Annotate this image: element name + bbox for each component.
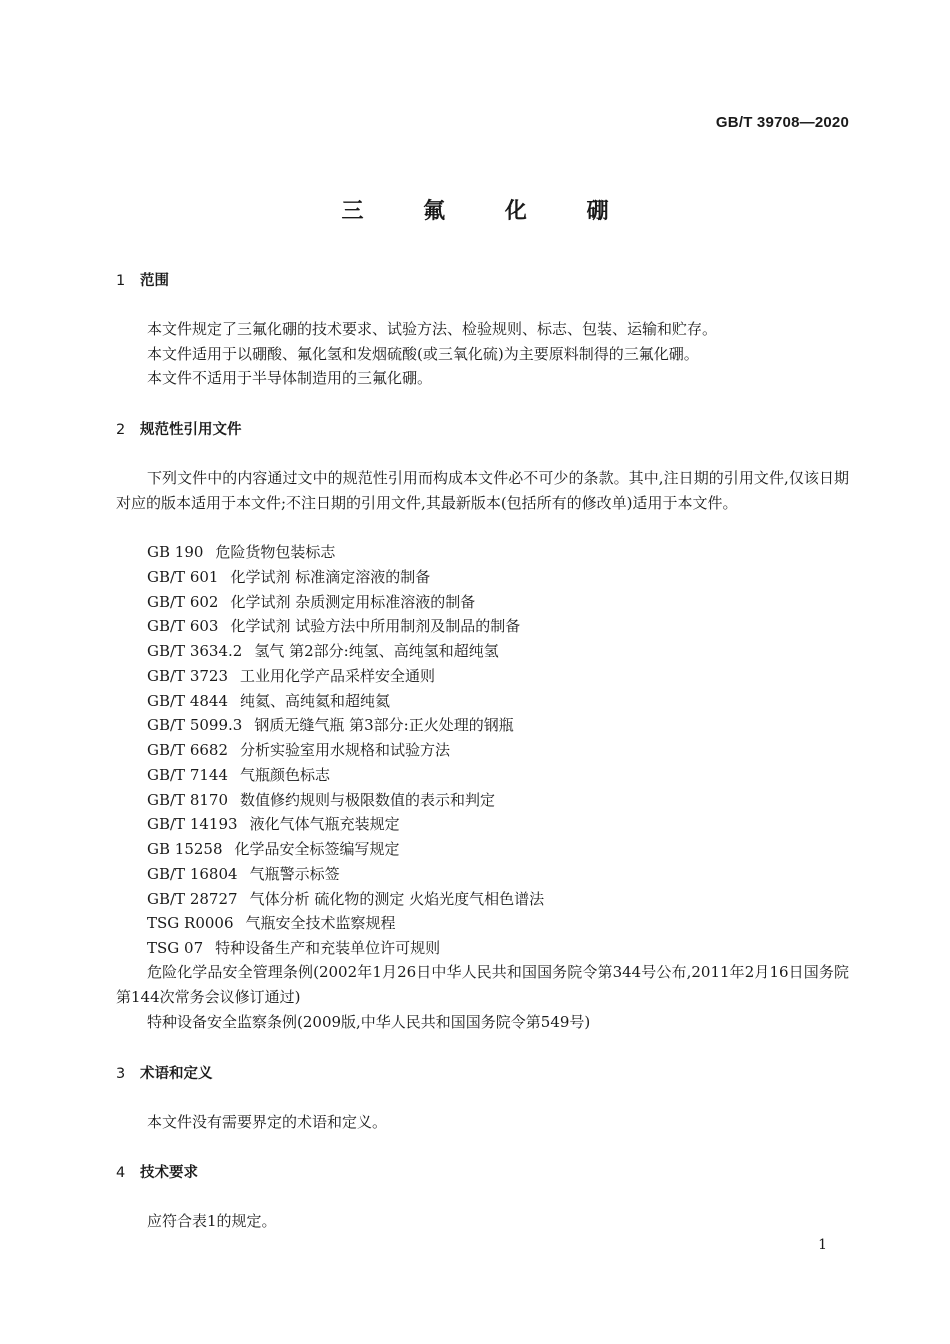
reference-code: GB/T 14193 bbox=[147, 815, 238, 834]
reference-title: 液化气体气瓶充装规定 bbox=[249, 815, 400, 834]
reference-code: GB/T 7144 bbox=[147, 765, 229, 784]
section-title: 规范性引用文件 bbox=[140, 422, 242, 438]
section-title: 术语和定义 bbox=[140, 1066, 213, 1082]
reference-title: 危险货物包装标志 bbox=[215, 543, 336, 561]
reference-title: 化学试剂 杂质测定用标准溶液的制备 bbox=[230, 592, 476, 611]
reference-code: GB/T 3634.2 bbox=[147, 642, 243, 660]
section-4-heading bbox=[116, 1161, 198, 1182]
reference-item bbox=[147, 639, 544, 664]
standard-code: GB/T 39708—2020 bbox=[715, 114, 849, 131]
section-title: 技术要求 bbox=[140, 1165, 198, 1181]
reference-item bbox=[147, 614, 544, 639]
normative-references-list bbox=[147, 540, 544, 961]
reference-title: 气瓶颜色标志 bbox=[240, 765, 331, 784]
document-title: 三 氟 化 硼 bbox=[341, 199, 635, 224]
reference-code: GB/T 601 bbox=[147, 567, 219, 586]
reference-item bbox=[147, 565, 544, 590]
reference-title: 分析实验室用水规格和试验方法 bbox=[240, 741, 451, 759]
reference-title: 化学品安全标签编写规定 bbox=[234, 840, 400, 858]
regulation-reference: 危险化学品安全管理条例(2002年1月26日中华人民共和国国务院令第344号公布,2011年2月16日国务院第144次常务会议修订通过) bbox=[116, 963, 849, 1006]
paragraph: 本文件不适用于半导体制造用的三氟化硼。 bbox=[147, 369, 433, 387]
reference-item bbox=[147, 862, 544, 887]
reference-item bbox=[147, 664, 544, 689]
reference-title: 气瓶安全技术监察规程 bbox=[245, 914, 396, 933]
reference-title: 工业用化学产品采样安全通则 bbox=[240, 666, 436, 685]
paragraph: 本文件规定了三氟化硼的技术要求、试验方法、检验规则、标志、包装、运输和贮存。 bbox=[147, 320, 718, 338]
reference-title: 纯氦、高纯氦和超纯氦 bbox=[240, 691, 391, 710]
reference-code: GB/T 6682 bbox=[147, 741, 229, 759]
paragraph: 本文件适用于以硼酸、氟化氢和发烟硫酸(或三氧化硫)为主要原料制得的三氟化硼。 bbox=[147, 345, 699, 363]
reference-title: 化学试剂 试验方法中所用制剂及制品的制备 bbox=[230, 617, 521, 636]
reference-item bbox=[147, 590, 544, 615]
reference-title: 气瓶警示标签 bbox=[249, 864, 340, 883]
paragraph: 应符合表1的规定。 bbox=[147, 1212, 277, 1230]
reference-title: 特种设备生产和充装单位许可规则 bbox=[215, 939, 441, 957]
section-title: 范围 bbox=[140, 273, 169, 289]
reference-item bbox=[147, 936, 544, 961]
section-1-heading bbox=[116, 269, 169, 290]
reference-item bbox=[147, 689, 544, 714]
section-number: 4 bbox=[116, 1165, 126, 1181]
reference-title: 氢气 第2部分:纯氢、高纯氢和超纯氢 bbox=[254, 642, 499, 660]
reference-code: GB/T 4844 bbox=[147, 691, 229, 710]
reference-code: GB/T 3723 bbox=[147, 666, 229, 685]
reference-item bbox=[147, 713, 544, 738]
regulation-reference: 特种设备安全监察条例(2009版,中华人民共和国国务院令第549号) bbox=[147, 1013, 591, 1031]
reference-code: TSG 07 bbox=[147, 939, 204, 957]
reference-code: GB/T 603 bbox=[147, 617, 219, 636]
paragraph: 本文件没有需要界定的术语和定义。 bbox=[147, 1113, 388, 1131]
section-number: 1 bbox=[116, 273, 126, 289]
section-number: 3 bbox=[116, 1066, 126, 1082]
reference-item bbox=[147, 540, 544, 565]
section-number: 2 bbox=[116, 422, 126, 438]
reference-code: GB/T 16804 bbox=[147, 864, 238, 883]
references-intro: 下列文件中的内容通过文中的规范性引用而构成本文件必不可少的条款。其中,注日期的引用文件,仅该日期对应的版本适用于本文件;不注日期的引用文件,其最新版本(包括所有的修改单)适用于本文件。 bbox=[116, 469, 849, 512]
page-number: 1 bbox=[818, 1237, 827, 1253]
reference-title: 钢质无缝气瓶 第3部分:正火处理的钢瓶 bbox=[254, 716, 514, 735]
reference-item bbox=[147, 911, 544, 936]
reference-code: GB/T 602 bbox=[147, 592, 219, 611]
reference-code: GB/T 5099.3 bbox=[147, 716, 243, 735]
reference-code: TSG R0006 bbox=[147, 914, 234, 933]
section-3-heading bbox=[116, 1062, 213, 1083]
reference-item bbox=[147, 738, 544, 763]
reference-item bbox=[147, 837, 544, 862]
reference-code: GB 15258 bbox=[147, 840, 223, 858]
reference-item bbox=[147, 763, 544, 788]
reference-title: 数值修约规则与极限数值的表示和判定 bbox=[240, 790, 496, 809]
reference-title: 化学试剂 标准滴定溶液的制备 bbox=[230, 567, 431, 586]
reference-code: GB/T 28727 bbox=[147, 889, 238, 908]
reference-item bbox=[147, 887, 544, 912]
reference-code: GB/T 8170 bbox=[147, 790, 229, 809]
section-2-heading bbox=[116, 418, 242, 439]
reference-code: GB 190 bbox=[147, 543, 204, 561]
reference-item bbox=[147, 812, 544, 837]
reference-item bbox=[147, 788, 544, 813]
reference-title: 气体分析 硫化物的测定 火焰光度气相色谱法 bbox=[249, 889, 545, 908]
